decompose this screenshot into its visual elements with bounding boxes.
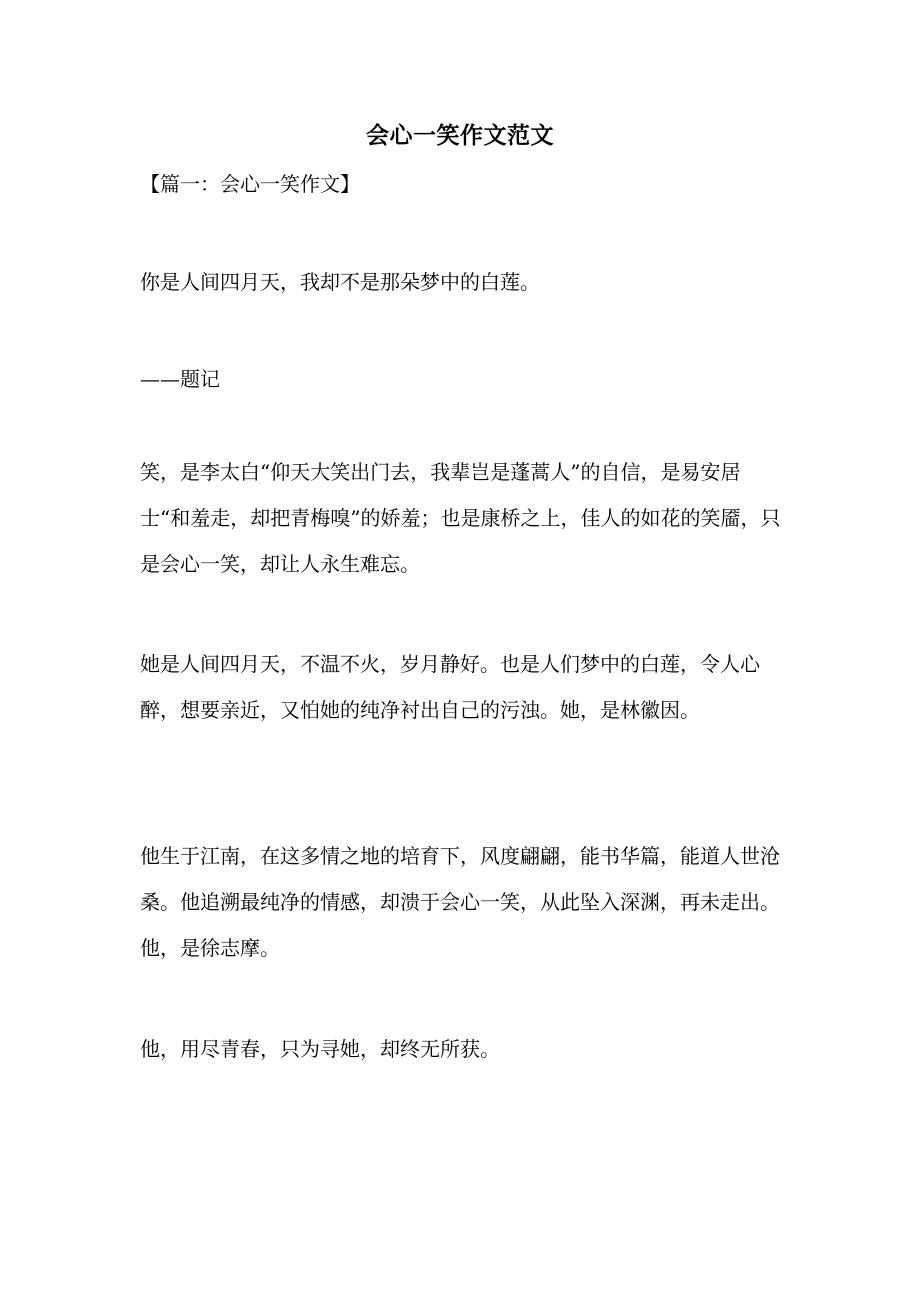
paragraph-body: 她是人间四月天，不温不火，岁月静好。也是人们梦中的白莲，令人心醉，想要亲近，又怕她的纯净衬出自己的污浊。她，是林徽因。 xyxy=(140,652,760,722)
paragraph-body: 他，用尽青春，只为寻她，却终无所获。 xyxy=(140,1037,500,1061)
paragraph-epigraph-attribution: ——题记 xyxy=(140,367,220,391)
document-title: 会心一笑作文范文 xyxy=(366,122,554,149)
paragraph-body: 他生于江南，在这多情之地的培育下，风度翩翩，能书华篇，能道人世沧桑。他追溯最纯净的情感，却溃于会心一笑，从此坠入深渊，再未走出。他，是徐志摩。 xyxy=(140,844,780,960)
paragraph-body: 笑，是李太白“仰天大笑出门去，我辈岂是蓬蒿人”的自信，是易安居士“和羞走，却把青梅嗅”的娇羞；也是康桥之上，佳人的如花的笑靥，只是会心一笑，却让人永生难忘。 xyxy=(140,460,781,576)
section-heading: 【篇一：会心一笑作文】 xyxy=(140,172,360,196)
paragraph-epigraph: 你是人间四月天，我却不是那朵梦中的白莲。 xyxy=(140,270,540,294)
